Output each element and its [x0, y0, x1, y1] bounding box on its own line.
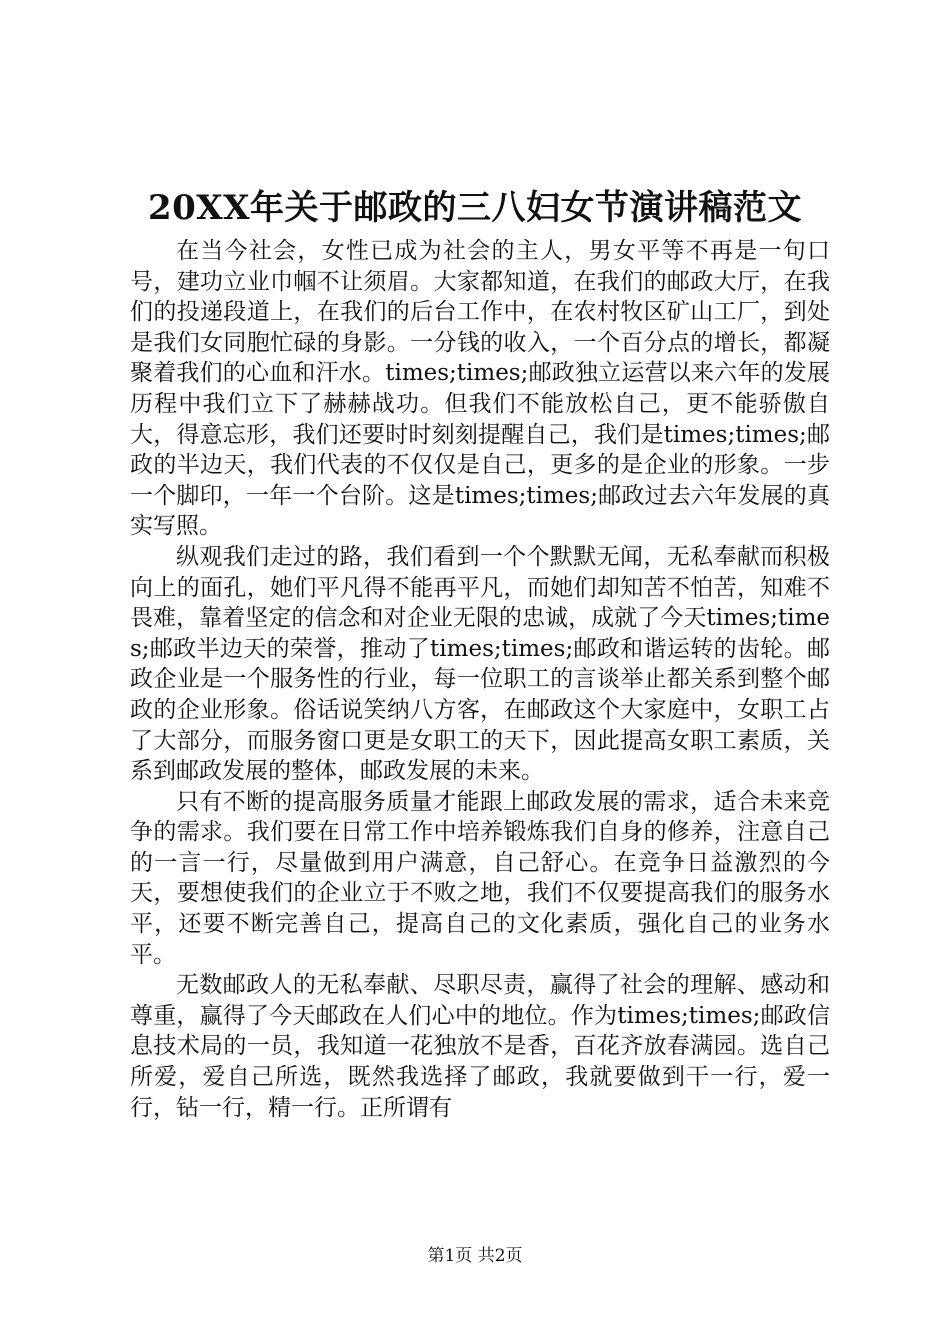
paragraph-3: 只有不断的提高服务质量才能跟上邮政发展的需求，适合未来竞争的需求。我们要在日常工作中培养锻炼我们自身的修养，注意自己的一言一行，尽量做到用户满意，自己舒心。在竞争日益激烈的今天，要想使我们的企业立于不败之地，我们不仅要提高我们的服务水平，还要不断完善自己，提高自己的文化素质，强化自己的业务水平。	[130, 788, 830, 968]
document-body	[130, 236, 830, 1123]
document-title: 20XX年关于邮政的三八妇女节演讲稿范文	[147, 188, 803, 228]
paragraph-1: 在当今社会，女性已成为社会的主人，男女平等不再是一句口号，建功立业巾帼不让须眉。大家都知道，在我们的邮政大厅，在我们的投递段道上，在我们的后台工作中，在农村牧区矿山工厂，到处是我们女同胞忙碌的身影。一分钱的收入，一个百分点的增长，都凝聚着我们的心血和汗水。times;times;邮政独立运营以来六年的发展历程中我们立下了赫赫战功。但我们不能放松自己，更不能骄傲自大，得意忘形，我们还要时时刻刻提醒自己，我们是times;times;邮政的半边天，我们代表的不仅仅是自己，更多的是企业的形象。一步一个脚印，一年一个台阶。这是times;times;邮政过去六年发展的真实写照。	[130, 238, 830, 540]
paragraph-2: 纵观我们走过的路，我们看到一个个默默无闻，无私奉献而积极向上的面孔，她们平凡得不能再平凡，而她们却知苦不怕苦，知难不畏难，靠着坚定的信念和对企业无限的忠诚，成就了今天times;times;邮政半边天的荣誉，推动了times;times;邮政和谐运转的齿轮。邮政企业是一个服务性的行业，每一位职工的言谈举止都关系到整个邮政的企业形象。俗话说笑纳八方客，在邮政这个大家庭中，女职工占了大部分，而服务窗口更是女职工的天下，因此提高女职工素质，关系到邮政发展的整体，邮政发展的未来。	[130, 543, 830, 785]
page-footer: 第1页 共2页	[427, 1246, 523, 1266]
paragraph-4: 无数邮政人的无私奉献、尽职尽责，赢得了社会的理解、感动和尊重，赢得了今天邮政在人们心中的地位。作为times;times;邮政信息技术局的一员，我知道一花独放不是香，百花齐放春满园。选自己所爱，爱自己所选，既然我选择了邮政，我就要做到干一行，爱一行，钻一行，精一行。正所谓有	[130, 972, 830, 1121]
